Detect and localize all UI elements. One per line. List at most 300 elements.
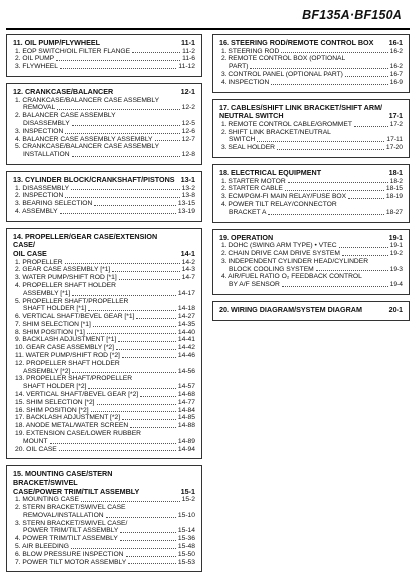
dot-leader [60, 213, 176, 214]
entry-page-number: 14-68 [177, 391, 195, 399]
entry-continuation [219, 63, 403, 71]
toc-entry[interactable] [13, 200, 195, 208]
entry-label: 5. AIR BLEEDING [15, 543, 69, 550]
toc-entry[interactable] [219, 129, 403, 145]
entry-label: 16. SHIM POSITION [*2] [15, 406, 89, 414]
entry-page-number: 19-2 [389, 249, 403, 257]
dot-leader [354, 126, 388, 127]
entry-page-number: 14-3 [181, 266, 195, 274]
section-page-number: 18-1 [388, 167, 403, 177]
section-page-number: 13-1 [180, 174, 195, 184]
toc-section-14 [6, 228, 202, 460]
toc-entry[interactable] [13, 274, 195, 282]
entry-page-number: 14-88 [177, 422, 195, 430]
section-title [219, 169, 385, 178]
toc-entry[interactable] [13, 136, 195, 144]
section-heading[interactable] [13, 88, 195, 97]
entry-page-number: 14-41 [177, 336, 195, 344]
entry-page-number: 13-19 [177, 207, 195, 215]
toc-section-16 [212, 34, 410, 93]
entry-label: 8. SHIM POSITION [*1] [15, 328, 85, 336]
entry-label: 6. VERTICAL SHAFT/BEVEL GEAR [*1] [15, 313, 135, 321]
dot-leader [339, 247, 388, 248]
entry-label: 1. REMOTE CONTROL CABLE/GROMMET [221, 120, 352, 128]
section-title-line1: 14. PROPELLER/GEAR CASE/EXTENSION CASE/ [13, 231, 158, 250]
toc-entry[interactable] [219, 178, 403, 186]
toc-entry[interactable] [13, 321, 195, 329]
entry-page-number: 14-46 [177, 352, 195, 360]
dot-leader [81, 501, 180, 502]
entry-page-number: 12-7 [181, 135, 195, 143]
entry-label: 14. VERTICAL SHAFT/BEVEL GEAR [*2] [15, 391, 139, 399]
dot-leader [120, 532, 176, 533]
entry-page-number: 14-89 [177, 437, 195, 445]
entry-label: 4. POWER TRIM/TILT ASSEMBLY [15, 535, 118, 543]
toc-entry[interactable] [13, 128, 195, 136]
section-title-line1: 20. WIRING DIAGRAM/SYSTEM DIAGRAM [219, 304, 362, 314]
entry-label: 4. AIR/FUEL RATIO O₂ FEEDBACK CONTROL [221, 273, 362, 281]
section-title [13, 470, 177, 496]
entry-page-number: 12-8 [181, 151, 195, 159]
section-title-line1: 13. CYLINDER BLOCK/CRANKSHAFT/PISTONS [13, 174, 175, 184]
toc-entry[interactable] [13, 298, 195, 314]
entry-label: 2. CHAIN DRIVE CAM DRIVE SYSTEM [221, 249, 340, 257]
entry-label-line2: DISASSEMBLY [23, 119, 70, 127]
toc-entry[interactable] [219, 55, 403, 71]
entry-page-number: 14-42 [177, 344, 195, 352]
section-title-line1: 15. MOUNTING CASE/STERN BRACKET/SWIVEL [13, 469, 113, 488]
dot-leader [122, 357, 176, 358]
section-title [13, 39, 177, 48]
dot-leader [342, 255, 388, 256]
toc-entry[interactable] [13, 551, 195, 559]
toc-entry[interactable] [13, 266, 195, 274]
dot-leader [282, 286, 388, 287]
entry-continuation [219, 266, 403, 274]
entry-label-line2: BLOCK COOLING SYSTEM [229, 265, 314, 273]
entry-label: 3. BEARING SELECTION [15, 200, 93, 208]
entry-label: 5. CRANKCASE/BALANCER CASE ASSEMBLY [15, 143, 160, 151]
entry-page-number: 12-6 [181, 127, 195, 135]
entry-page-number: 11-2 [182, 47, 195, 55]
dot-leader [140, 396, 176, 397]
toc-section-13 [6, 171, 202, 222]
toc-section-17 [212, 99, 410, 158]
section-title-line1: 19. OPERATION [219, 232, 274, 242]
toc-section-12 [6, 83, 202, 165]
section-title-line1: 11. OIL PUMP/FLYWHEEL [13, 38, 101, 47]
toc-section-18 [212, 164, 410, 223]
entry-page-number: 14-35 [177, 320, 195, 328]
entry-label-line2: BY A/F SENSOR [229, 281, 280, 289]
entry-label: 4. POWER TILT RELAY/CONNECTOR [221, 200, 337, 208]
dot-leader [122, 419, 176, 420]
entry-label: 2. STARTER CABLE [221, 185, 283, 193]
section-heading[interactable] [13, 233, 195, 259]
toc-entry[interactable] [13, 407, 195, 415]
toc-entry[interactable] [13, 282, 195, 298]
dot-leader [94, 205, 176, 206]
toc-entry[interactable] [13, 543, 195, 551]
entry-page-number: 18-27 [385, 208, 403, 216]
entry-label: 7. SHIM SELECTION [*1] [15, 320, 91, 328]
entry-page-number: 15-36 [177, 535, 195, 543]
entry-continuation [13, 527, 195, 535]
toc-section-11 [6, 34, 202, 77]
section-heading[interactable] [219, 169, 403, 178]
section-title-line1: 16. STEERING ROD/REMOTE CONTROL BOX [219, 38, 374, 47]
dot-leader [118, 341, 176, 342]
entry-label: 1. PROPELLER [15, 258, 63, 266]
entry-label-line2: REMOVAL/INSTALLATION [23, 511, 104, 519]
dot-leader [65, 133, 179, 134]
entry-continuation [219, 281, 403, 289]
dot-leader [106, 517, 176, 518]
entry-page-number: 15-14 [177, 527, 195, 535]
section-title-line2: NEUTRAL SWITCH [219, 111, 284, 121]
entry-page-number: 14-2 [181, 258, 195, 266]
toc-entry[interactable] [219, 144, 403, 152]
dot-leader [87, 333, 176, 334]
dot-leader [120, 540, 176, 541]
entry-label: 3. CONTROL PANEL (OPTIONAL PART) [221, 70, 343, 78]
entry-label: 6. BLOW PRESSURE INSPECTION [15, 550, 124, 558]
section-page-number: 20-1 [388, 304, 403, 314]
toc-entry[interactable] [13, 535, 195, 543]
entry-continuation [219, 209, 403, 217]
entry-label: 18. ANODE METAL/WATER SCREEN [15, 422, 129, 430]
entry-page-number: 13-15 [177, 200, 195, 208]
toc-entry[interactable] [13, 336, 195, 344]
section-page-number: 14-1 [180, 248, 195, 258]
entry-page-number: 14-94 [177, 445, 195, 453]
entry-page-number: 14-57 [177, 383, 195, 391]
toc-entry[interactable] [13, 344, 195, 352]
entry-page-number: 14-77 [177, 398, 195, 406]
dot-leader [91, 411, 176, 412]
toc-right-column [212, 34, 410, 327]
entry-label: 3. INDEPENDENT CYLINDER HEAD/CYLINDER [221, 257, 369, 265]
entry-page-number: 13-2 [181, 184, 195, 192]
entry-continuation [13, 120, 195, 128]
entry-continuation [13, 305, 195, 313]
dot-leader [97, 404, 176, 405]
dot-leader [65, 197, 179, 198]
section-title-line2: CASE/POWER TRIM/TILT ASSEMBLY [13, 486, 140, 496]
dot-leader [271, 84, 387, 85]
entry-page-number: 13-8 [181, 192, 195, 200]
entry-label: 2. GEAR CASE ASSEMBLY [*1] [15, 266, 111, 274]
entry-page-number: 17-2 [389, 120, 403, 128]
section-heading[interactable] [13, 176, 195, 185]
entry-label: 1. MOUNTING CASE [15, 496, 79, 504]
entry-label-line2: ASSEMBLY [*1] [23, 289, 71, 297]
entry-page-number: 15-10 [177, 511, 195, 519]
dot-leader [112, 271, 179, 272]
entry-page-number: 17-20 [385, 144, 403, 152]
entry-page-number: 19-1 [389, 242, 403, 250]
entry-continuation [13, 438, 195, 446]
entry-label: 2. INSPECTION [15, 192, 64, 200]
entry-page-number: 18-2 [389, 177, 403, 185]
entry-label: 1. DOHC (SWING ARM TYPE) • VTEC [221, 242, 337, 250]
section-page-number: 12-1 [180, 86, 195, 96]
entry-label-line2: INSTALLATION [23, 151, 70, 159]
entry-label: 2. SHIFT LINK BRACKET/NEUTRAL [221, 128, 331, 136]
entry-page-number: 14-40 [177, 328, 195, 336]
entry-page-number: 16-7 [389, 70, 403, 78]
section-heading[interactable] [13, 470, 195, 496]
entry-label: 4. ASSEMBLY [15, 207, 58, 215]
entry-label: 4. PROPELLER SHAFT HOLDER [15, 281, 116, 289]
entry-label-line2: MOUNT [23, 437, 48, 445]
toc-entry[interactable] [13, 97, 195, 113]
entry-page-number: 14-27 [177, 313, 195, 321]
toc-left-column [6, 34, 202, 578]
entry-label-line2: PART) [229, 63, 249, 71]
entry-continuation [219, 136, 403, 144]
entry-page-number: 12-5 [181, 119, 195, 127]
entry-label: 1. DISASSEMBLY [15, 184, 70, 192]
toc-entry[interactable] [13, 143, 195, 159]
toc-entry[interactable] [13, 430, 195, 446]
entry-page-number: 16-2 [389, 63, 403, 71]
toc-entry[interactable] [13, 496, 195, 504]
dot-leader [50, 443, 176, 444]
entry-page-number: 17-11 [386, 136, 403, 144]
entry-page-number: 11-12 [178, 63, 195, 71]
entry-label-line2: SHAFT HOLDER [*1] [23, 305, 87, 313]
toc-entry[interactable] [13, 391, 195, 399]
toc-section-20 [212, 301, 410, 321]
toc-entry[interactable] [13, 112, 195, 128]
dot-leader [257, 141, 384, 142]
section-title [13, 88, 177, 97]
entry-page-number: 14-85 [177, 414, 195, 422]
entry-label: 3. WATER PUMP/SHIFT ROD [*1] [15, 274, 117, 282]
entry-label-line2: SWITCH [229, 136, 256, 144]
section-title-line1: 18. ELECTRICAL EQUIPMENT [219, 167, 322, 177]
toc-entry[interactable] [13, 352, 195, 360]
dot-leader [119, 279, 180, 280]
entry-continuation [13, 512, 195, 520]
section-title-line2: OIL CASE [13, 248, 47, 258]
dot-leader [71, 548, 176, 549]
toc-entry[interactable] [13, 414, 195, 422]
section-title-line1: 12. CRANKCASE/BALANCER [13, 86, 114, 96]
entry-label: 4. INSPECTION [221, 78, 270, 86]
entry-label: 15. SHIM SELECTION [*2] [15, 398, 95, 406]
toc-entry[interactable] [13, 208, 195, 216]
dot-leader [56, 60, 180, 61]
entry-page-number: 15-48 [177, 543, 195, 550]
dot-leader [132, 52, 180, 53]
toc-entry[interactable] [13, 520, 195, 536]
toc-entry[interactable] [13, 422, 195, 430]
toc-entry[interactable] [13, 399, 195, 407]
toc-entry[interactable] [13, 63, 195, 71]
section-heading[interactable] [219, 306, 403, 315]
toc-section-15 [6, 465, 202, 572]
entry-page-number: 19-3 [389, 265, 403, 273]
entry-label: 2. OIL PUMP [15, 55, 55, 63]
dot-leader [268, 214, 383, 215]
entry-page-number: 16-9 [389, 78, 403, 86]
dot-leader [288, 182, 388, 183]
entry-label: 12. PROPELLER SHAFT HOLDER [15, 359, 120, 367]
manual-title: BF135A·BF150A [302, 8, 402, 22]
entry-label: 3. FLYWHEEL [15, 63, 58, 71]
section-heading[interactable] [13, 39, 195, 48]
entry-page-number: 14-56 [177, 367, 195, 375]
section-heading[interactable] [219, 234, 403, 243]
dot-leader [316, 270, 388, 271]
entry-page-number: 18-15 [385, 185, 403, 193]
section-heading[interactable] [219, 104, 403, 121]
section-page-number: 16-1 [388, 38, 403, 47]
toc-entry[interactable] [219, 71, 403, 79]
dot-leader [116, 349, 176, 350]
toc-entry[interactable] [13, 329, 195, 337]
entry-label: 11. WATER PUMP/SHIFT ROD [*2] [15, 352, 120, 360]
toc-entry[interactable] [219, 121, 403, 129]
entry-page-number: 15-50 [177, 550, 195, 558]
entry-page-number: 14-17 [177, 289, 195, 297]
entry-page-number: 15-2 [181, 496, 195, 504]
entry-continuation [13, 290, 195, 298]
toc-entry[interactable] [13, 313, 195, 321]
section-page-number: 17-1 [388, 111, 403, 121]
entry-continuation [13, 383, 195, 391]
section-title [219, 39, 385, 48]
dot-leader [130, 427, 176, 428]
entry-page-number: 15-53 [177, 558, 195, 566]
toc-entry[interactable] [13, 259, 195, 267]
entry-page-number: 18-19 [385, 193, 403, 201]
toc-entry[interactable] [219, 250, 403, 258]
dot-leader [72, 372, 176, 373]
section-title-line1: 17. CABLES/SHIFT LINK BRACKET/SHIFT ARM/ [219, 102, 383, 112]
dot-leader [65, 263, 180, 264]
dot-leader [155, 140, 180, 141]
entry-label: 10. GEAR CASE ASSEMBLY [*2] [15, 344, 114, 352]
section-page-number: 11-1 [181, 38, 195, 47]
dot-leader [93, 326, 176, 327]
toc-entry[interactable] [13, 375, 195, 391]
dot-leader [88, 310, 175, 311]
toc-entry[interactable] [13, 504, 195, 520]
entry-label: 4. BALANCER CASE ASSEMBLY ASSEMBLY [15, 135, 153, 143]
entry-label-line2: SHAFT HOLDER [*2] [23, 383, 87, 391]
toc-entry[interactable] [219, 79, 403, 87]
toc-entry[interactable] [13, 192, 195, 200]
section-title [219, 234, 385, 243]
dot-leader [136, 318, 175, 319]
entry-label: 3. INSPECTION [15, 127, 64, 135]
entry-continuation [13, 368, 195, 376]
entry-label: 17. BACKLASH ADJUSTMENT [*2] [15, 414, 121, 422]
section-title [13, 176, 177, 185]
entry-label: 13. PROPELLER SHAFT/PROPELLER [15, 375, 133, 383]
section-heading[interactable] [219, 39, 403, 48]
entry-page-number: 19-4 [389, 281, 403, 289]
toc-entry[interactable] [219, 48, 403, 56]
entry-label-line2: REMOVAL [23, 104, 56, 112]
section-title [13, 233, 177, 259]
section-page-number: 19-1 [388, 232, 403, 242]
entry-page-number: 12-2 [181, 104, 195, 112]
entry-label: 1. EOP SWITCH/OIL FILTER FLANGE [15, 47, 131, 55]
entry-label: 1. STEERING ROD [221, 47, 280, 55]
entry-label: 20. OIL CASE [15, 445, 57, 453]
toc-entry[interactable] [219, 242, 403, 250]
entry-label-line2: POWER TRIM/TILT ASSEMBLY [23, 527, 119, 535]
entry-label: 2. STERN BRACKET/SWIVEL CASE [15, 504, 126, 512]
toc-entry[interactable] [219, 185, 403, 193]
toc-entry[interactable] [219, 273, 403, 289]
toc-entry[interactable] [13, 55, 195, 63]
toc-entry[interactable] [219, 258, 403, 274]
section-title [219, 104, 385, 121]
entry-label: 2. REMOTE CONTROL BOX (OPTIONAL [221, 55, 346, 63]
entry-label: 2. BALANCER CASE ASSEMBLY [15, 112, 116, 120]
header-rule [6, 28, 410, 30]
entry-label: 19. EXTENSION CASE/LOWER RUBBER [15, 430, 141, 438]
entry-page-number: 11-6 [182, 55, 195, 63]
dot-leader [277, 149, 384, 150]
entry-label: 3. SEAL HOLDER [221, 144, 276, 152]
entry-label: 5. PROPELLER SHAFT/PROPELLER [15, 297, 129, 305]
page-header [0, 6, 416, 28]
entry-page-number: 16-2 [389, 47, 403, 55]
entry-page-number: 14-84 [177, 406, 195, 414]
dot-leader [57, 109, 179, 110]
dot-leader [72, 295, 176, 296]
dot-leader [72, 156, 180, 157]
dot-leader [88, 388, 175, 389]
dot-leader [285, 190, 384, 191]
entry-continuation [13, 151, 195, 159]
dot-leader [71, 189, 179, 190]
entry-label: 3. ECM/PGM-FI MAIN RELAY/FUSE BOX [221, 193, 347, 201]
entry-label: 9. BACKLASH ADJUSTMENT [*1] [15, 336, 117, 344]
entry-label: 3. STERN BRACKET/SWIVEL CASE/ [15, 519, 128, 527]
entry-page-number: 14-18 [177, 305, 195, 313]
toc-entry[interactable] [219, 193, 403, 201]
dot-leader [250, 68, 387, 69]
section-title [219, 306, 385, 315]
entry-page-number: 14-7 [181, 274, 195, 282]
dot-leader [59, 450, 176, 451]
entry-label: 7. POWER TILT MOTOR ASSEMBLY [15, 558, 127, 566]
entry-label: 1. CRANKCASE/BALANCER CASE ASSEMBLY [15, 96, 160, 104]
dot-leader [60, 68, 176, 69]
entry-continuation [13, 104, 195, 112]
toc-entry[interactable] [13, 48, 195, 56]
dot-leader [72, 125, 180, 126]
entry-label-line2: BRACKET A [229, 208, 267, 216]
entry-label: 1. STARTER MOTOR [221, 177, 286, 185]
dot-leader [126, 556, 176, 557]
entry-label-line2: ASSEMBLY [*2] [23, 367, 71, 375]
toc-entry[interactable] [13, 559, 195, 567]
toc-entry[interactable] [219, 201, 403, 217]
toc-entry[interactable] [13, 360, 195, 376]
toc-entry[interactable] [13, 446, 195, 454]
toc-section-19 [212, 229, 410, 295]
toc-entry[interactable] [13, 185, 195, 193]
section-page-number: 15-1 [180, 486, 195, 496]
